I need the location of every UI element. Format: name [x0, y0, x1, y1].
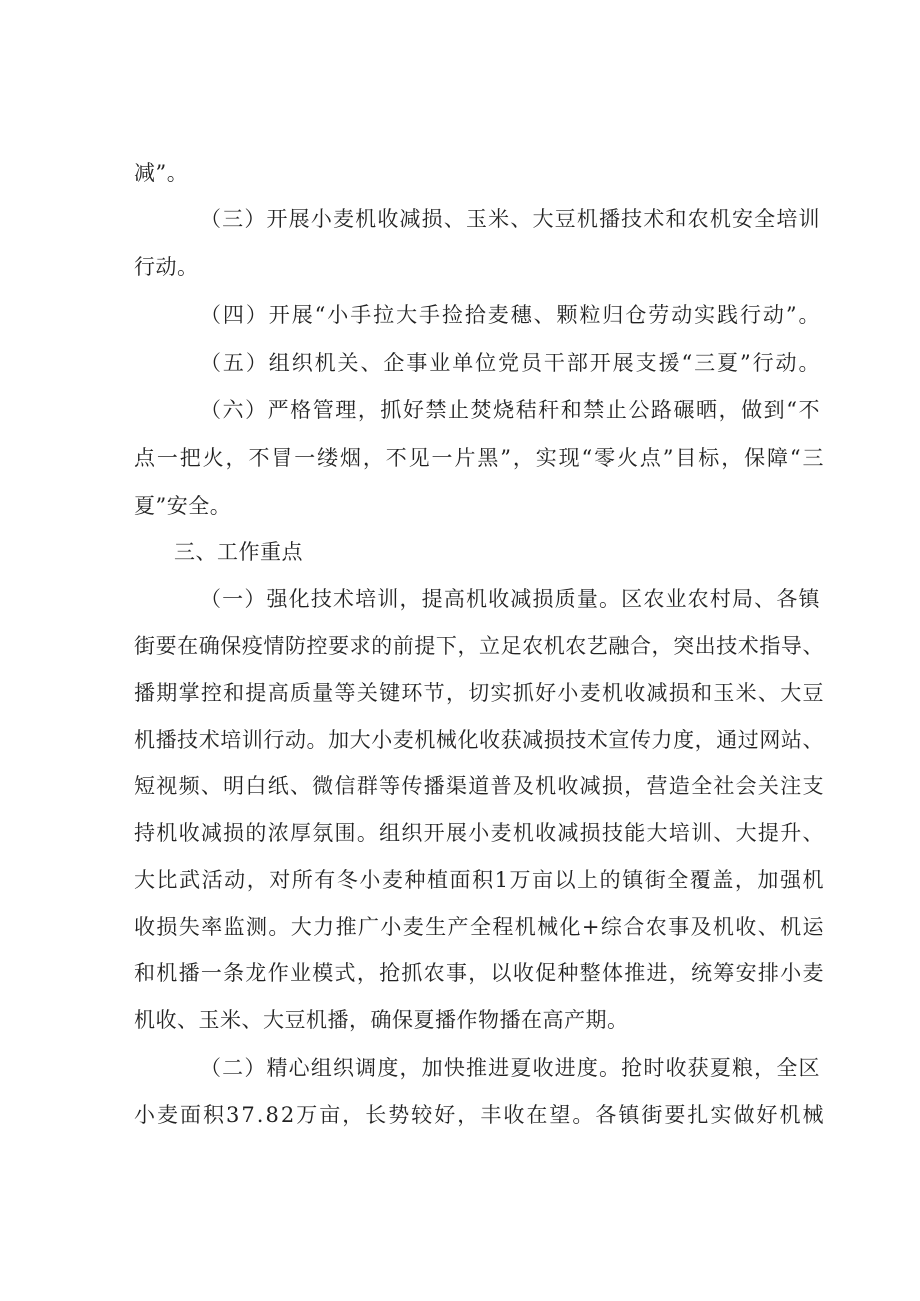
text-line-14: 短视频、明白纸、微信群等传播渠道普及机收减损，营造全社会关注支 [134, 774, 825, 798]
text-line-5: （五）组织机关、企事业单位党员干部开展支援“三夏”行动。 [200, 351, 822, 375]
text-line-11: 街要在确保疫情防控要求的前提下，立足农机农艺融合，突出技术指导、 [134, 634, 825, 658]
text-line-10: （一）强化技术培训，提高机收减损质量。区农业农村局、各镇 [200, 587, 821, 611]
section-heading: 三、工作重点 [174, 540, 303, 564]
text-line-18: 和机播一条龙作业模式，抢抓农事，以收促种整体推进，统筹安排小麦 [134, 961, 825, 985]
text-line-8: 夏”安全。 [134, 494, 232, 518]
text-line-12: 播期掌控和提高质量等关键环节，切实抓好小麦机收减损和玉米、大豆 [134, 681, 825, 705]
text-line-15: 持机收减损的浓厚氛围。组织开展小麦机收减损技能大培训、大提升、 [134, 821, 825, 845]
text-line-21: 小麦面积37.82万亩，长势较好，丰收在望。各镇街要扎实做好机械 [134, 1103, 826, 1127]
text-line-1: 减”。 [134, 161, 189, 185]
text-line-6: （六）严格管理，抓好禁止焚烧秸秆和禁止公路碾晒，做到“不 [200, 398, 822, 422]
text-line-19: 机收、玉米、大豆机播，确保夏播作物播在高产期。 [134, 1008, 629, 1032]
text-line-13: 机播技术培训行动。加大小麦机械化收获减损技术宣传力度，通过网站、 [134, 728, 825, 752]
text-line-20: （二）精心组织调度，加快推进夏收进度。抢时收获夏粮，全区 [200, 1056, 821, 1080]
text-line-4: （四）开展“小手拉大手捡拾麦穗、颗粒归仓劳动实践行动”。 [200, 303, 822, 327]
text-line-7: 点一把火，不冒一缕烟，不见一片黑”，实现“零火点”目标，保障“三 [134, 446, 826, 470]
text-line-3: 行动。 [134, 255, 199, 279]
text-line-16: 大比武活动，对所有冬小麦种植面积1万亩以上的镇街全覆盖，加强机 [134, 868, 826, 892]
text-line-2: （三）开展小麦机收减损、玉米、大豆机播技术和农机安全培训 [200, 207, 821, 231]
text-line-17: 收损失率监测。大力推广小麦生产全程机械化+综合农事及机收、机运 [134, 915, 825, 939]
